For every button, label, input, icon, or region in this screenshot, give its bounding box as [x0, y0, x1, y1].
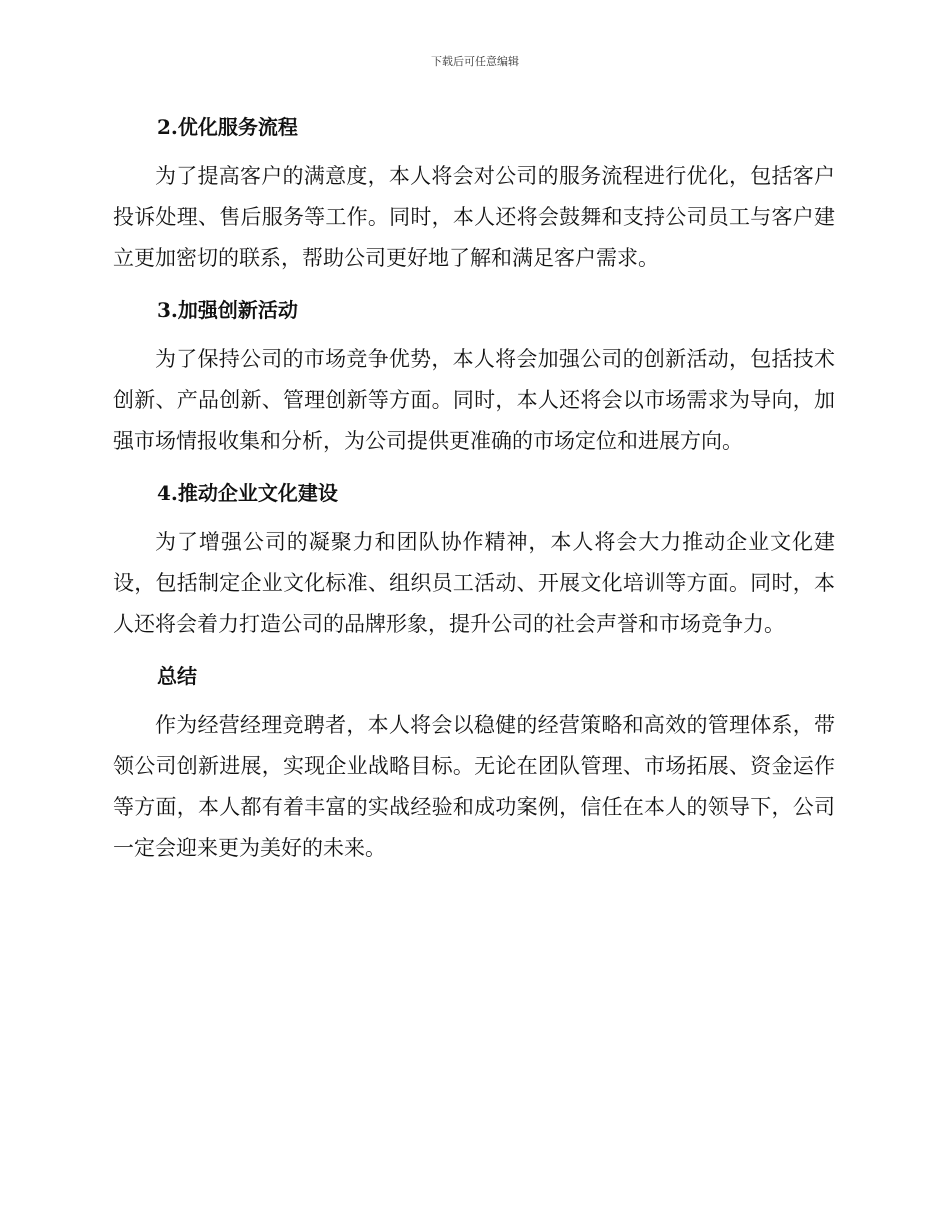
section-summary [113, 657, 835, 869]
section-paragraph: 为了保持公司的市场竞争优势，本人将会加强公司的创新活动，包括技术创新、产品创新、管理创新等方面。同时，本人还将会以市场需求为导向，加强市场情报收集和分析，为公司提供更准确的市场定位和进展方向。 [113, 347, 835, 453]
section-innovation [113, 291, 835, 462]
section-paragraph: 作为经营经理竞聘者，本人将会以稳健的经营策略和高效的管理体系，带领公司创新进展，实现企业战略目标。无论在团队管理、市场拓展、资金运作等方面，本人都有着丰富的实战经验和成功案例，信任在本人的领导下，公司一定会迎来更为美好的未来。 [113, 713, 835, 860]
section-paragraph: 为了增强公司的凝聚力和团队协作精神，本人将会大力推动企业文化建设，包括制定企业文化标准、组织员工活动、开展文化培训等方面。同时，本人还将会着力打造公司的品牌形象，提升公司的社会声誉和市场竞争力。 [113, 530, 835, 636]
section-heading: 4.推动企业文化建设 [157, 481, 338, 505]
section-heading: 2.优化服务流程 [157, 115, 298, 139]
header-note: 下载后可任意编辑 [431, 55, 519, 68]
section-corporate-culture [113, 474, 835, 645]
section-optimize-service [113, 108, 835, 279]
section-paragraph: 为了提高客户的满意度，本人将会对公司的服务流程进行优化，包括客户投诉处理、售后服务等工作。同时，本人还将会鼓舞和支持公司员工与客户建立更加密切的联系，帮助公司更好地了解和满足客户需求。 [113, 164, 835, 270]
section-heading: 总结 [157, 664, 197, 688]
section-heading: 3.加强创新活动 [157, 298, 298, 322]
document-body [113, 108, 835, 881]
